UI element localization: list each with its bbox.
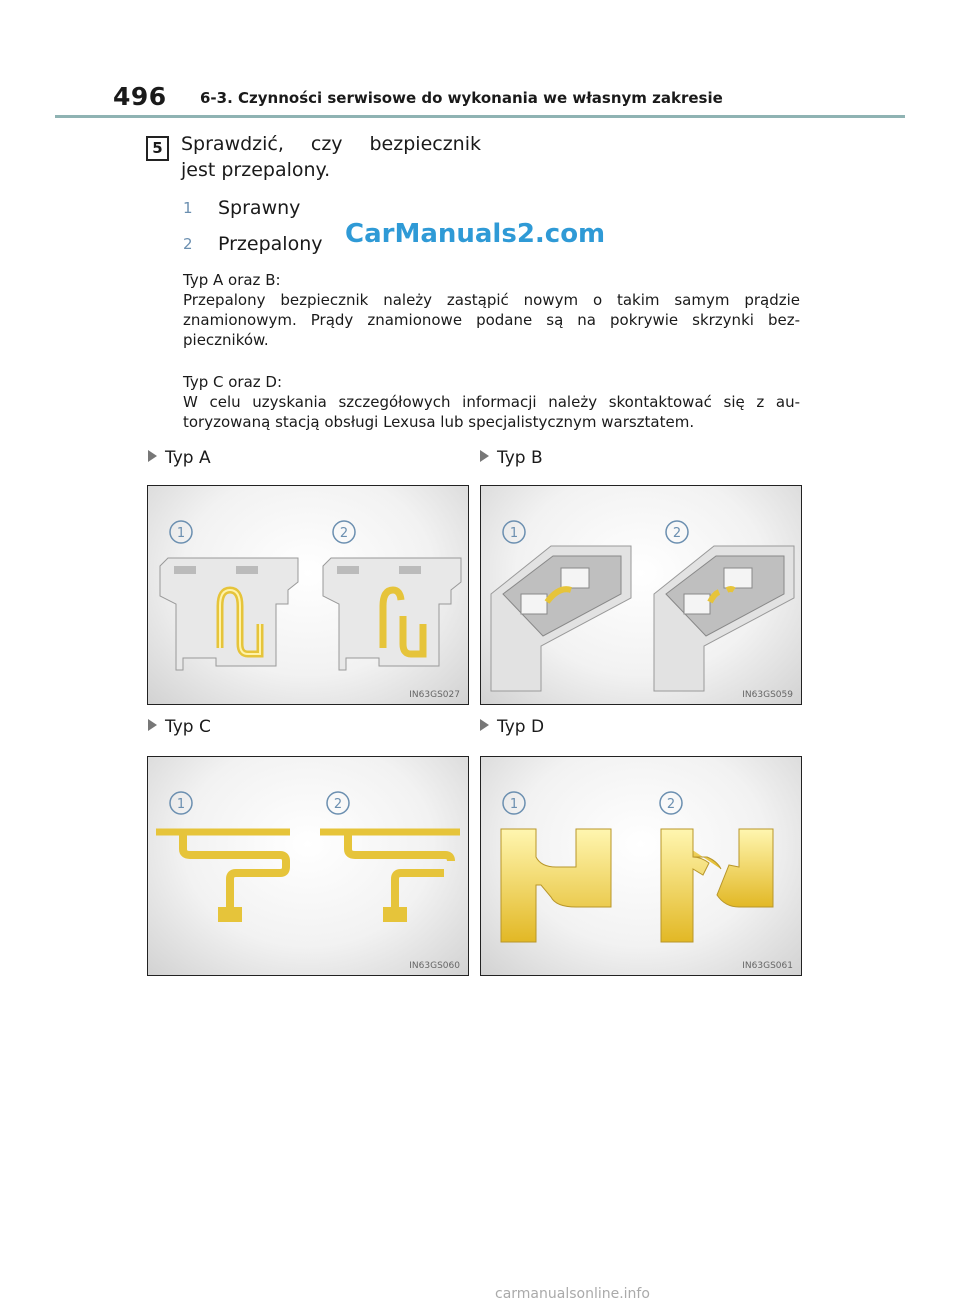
marker-2: 2 bbox=[672, 526, 682, 541]
item-label: Sprawny bbox=[218, 197, 301, 219]
marker-1: 1 bbox=[509, 526, 519, 541]
item-label: Przepalony bbox=[218, 233, 323, 255]
circled-2-icon: 2 bbox=[183, 235, 193, 253]
triangle-icon bbox=[480, 719, 489, 731]
triangle-icon bbox=[480, 450, 489, 462]
figure-label-d bbox=[480, 717, 544, 737]
marker-2: 2 bbox=[666, 797, 676, 812]
note-title: Typ A oraz B: bbox=[183, 271, 281, 289]
step-word: czy bbox=[310, 133, 343, 155]
marker-2: 2 bbox=[333, 797, 343, 812]
step-word: bezpiecznik bbox=[369, 133, 481, 155]
step-line2: jest przepalony. bbox=[181, 159, 331, 181]
note-cd bbox=[183, 372, 800, 432]
figure-label-a bbox=[148, 448, 211, 468]
note-line: W celu uzyskania szczegółowych informacji należy skontaktować się z au- bbox=[183, 393, 800, 411]
figure-code: IN63GS061 bbox=[742, 961, 793, 971]
triangle-icon bbox=[148, 719, 157, 731]
note-line: pieczników. bbox=[183, 331, 269, 349]
footer-watermark: carmanualsonline.info bbox=[495, 1286, 650, 1302]
fuse-b-illustration bbox=[481, 486, 801, 704]
note-line: toryzowaną stacją obsługi Lexusa lub specjalistycznym warsztatem. bbox=[183, 413, 695, 431]
marker-2: 2 bbox=[339, 526, 349, 541]
figure-label-c bbox=[148, 717, 211, 737]
step-number: 5 bbox=[146, 136, 169, 161]
figure-label-text: Typ D bbox=[497, 717, 545, 737]
figure-label-text: Typ A bbox=[165, 448, 211, 468]
figure-label-b bbox=[480, 448, 543, 468]
header-divider bbox=[55, 115, 905, 118]
fuse-a-illustration bbox=[148, 486, 468, 704]
figure-code: IN63GS060 bbox=[409, 961, 460, 971]
note-line: Przepalony bezpiecznik należy zastąpić nowym o takim samym prądzie bbox=[183, 291, 800, 309]
item-ok bbox=[183, 197, 301, 219]
figure-type-c bbox=[147, 756, 469, 976]
circled-1-icon: 1 bbox=[183, 199, 193, 217]
figure-type-a bbox=[147, 485, 469, 705]
figure-type-d bbox=[480, 756, 802, 976]
watermark: CarManuals2.com bbox=[345, 219, 606, 249]
page-number: 496 bbox=[113, 82, 167, 111]
figure-label-text: Typ C bbox=[165, 717, 211, 737]
step-word: Sprawdzić, bbox=[181, 133, 284, 155]
fuse-c-illustration bbox=[148, 757, 468, 975]
marker-1: 1 bbox=[509, 797, 519, 812]
marker-1: 1 bbox=[176, 526, 186, 541]
figure-code: IN63GS027 bbox=[409, 690, 460, 700]
step-instruction bbox=[181, 131, 481, 183]
note-line: znamionowym. Prądy znamionowe podane są na pokrywie skrzynki bez- bbox=[183, 311, 800, 329]
section-title: 6-3. Czynności serwisowe do wykonania we własnym zakresie bbox=[200, 89, 723, 107]
note-ab bbox=[183, 270, 800, 350]
fuse-d-illustration bbox=[481, 757, 801, 975]
figure-label-text: Typ B bbox=[497, 448, 543, 468]
triangle-icon bbox=[148, 450, 157, 462]
figure-code: IN63GS059 bbox=[742, 690, 793, 700]
figure-type-b bbox=[480, 485, 802, 705]
marker-1: 1 bbox=[176, 797, 186, 812]
item-blown bbox=[183, 233, 323, 255]
note-title: Typ C oraz D: bbox=[183, 373, 283, 391]
